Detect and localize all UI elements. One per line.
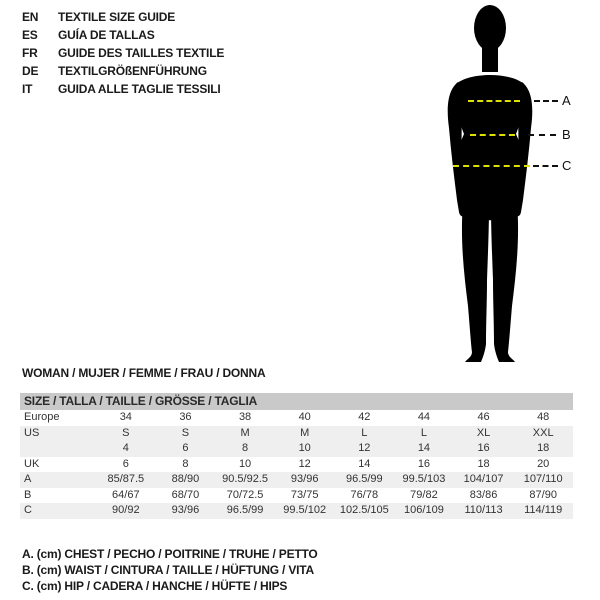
size-cell: 87/90: [529, 488, 557, 501]
language-row: [22, 80, 224, 98]
size-cell: L: [361, 426, 368, 439]
measure-line-callout: [533, 165, 558, 167]
size-cell: 79/82: [410, 488, 438, 501]
size-cell: S: [181, 426, 190, 439]
table-row: [20, 410, 573, 426]
size-cell: 6: [182, 442, 189, 454]
size-cell: 85/87.5: [107, 473, 145, 485]
size-cell: 73/75: [290, 488, 319, 501]
row-label: Europe: [24, 411, 60, 423]
size-cell: 64/67: [112, 488, 140, 501]
language-row: [22, 44, 224, 62]
row-label: [20, 441, 96, 457]
size-cell: 114/119: [524, 504, 563, 516]
table-row: [20, 503, 573, 519]
size-cell: 110/113: [464, 504, 503, 516]
size-cell: 99.5/102: [283, 504, 327, 516]
size-table-body: [20, 410, 573, 519]
woman-silhouette: [420, 2, 560, 366]
size-cell: 16: [477, 442, 490, 454]
size-cell: 76/78: [350, 488, 379, 501]
language-row: [22, 8, 224, 26]
size-cell: 88/90: [171, 473, 200, 485]
language-title: GUÍA DE TALLAS: [58, 28, 155, 42]
table-row: [20, 472, 573, 488]
legend-row: A. (cm) CHEST / PECHO / POITRINE / TRUHE / PETTO: [22, 547, 318, 561]
size-cell: 46: [477, 411, 490, 423]
size-cell: 107/110: [523, 473, 563, 485]
language-code: IT: [22, 82, 33, 96]
language-row: [22, 26, 224, 44]
size-cell: 20: [537, 457, 550, 470]
silhouette-torso: [455, 75, 524, 220]
row-label: B: [24, 488, 32, 501]
size-cell: M: [240, 426, 250, 439]
language-title: TEXTILGRÖßENFÜHRUNG: [58, 64, 207, 78]
size-cell: 83/86: [469, 488, 498, 501]
measure-label: B: [562, 127, 571, 142]
size-cell: XL: [476, 426, 491, 439]
size-cell: 93/96: [290, 473, 319, 485]
language-title: GUIDA ALLE TAGLIE TESSILI: [58, 82, 221, 96]
size-cell: 8: [242, 442, 249, 454]
legend-row: C. (cm) HIP / CADERA / HANCHE / HÜFTE / HIPS: [22, 579, 288, 593]
table-row: [20, 457, 573, 473]
language-code: DE: [22, 64, 39, 78]
language-code: ES: [22, 28, 38, 42]
measure-label: A: [562, 93, 571, 108]
legend-row: B. (cm) WAIST / CINTURA / TAILLE / HÜFTUNG / VITA: [22, 563, 314, 577]
size-cell: 96.5/99: [226, 504, 264, 516]
silhouette-right-leg: [491, 202, 518, 362]
table-row: [20, 426, 573, 442]
size-cell: 106/109: [404, 504, 444, 516]
gender-heading: WOMAN / MUJER / FEMME / FRAU / DONNA: [22, 366, 266, 380]
size-table: [20, 393, 573, 519]
size-cell: XXL: [532, 426, 554, 439]
measure-line-callout: [534, 100, 558, 102]
size-cell: 4: [122, 442, 129, 454]
size-cell: 99.5/103: [402, 473, 446, 485]
measure-line-body: [468, 100, 520, 102]
size-cell: 18: [477, 457, 490, 470]
row-label: UK: [24, 457, 40, 470]
size-cell: 38: [238, 411, 252, 423]
language-title-list: [22, 8, 224, 98]
size-cell: 14: [417, 442, 431, 454]
measure-line-callout: [528, 134, 556, 136]
measurement-legend: [22, 546, 318, 594]
size-cell: 34: [119, 411, 132, 423]
size-cell: 40: [298, 411, 311, 423]
language-row: [22, 62, 224, 80]
table-row: [20, 488, 573, 504]
size-cell: 90/92: [112, 504, 140, 516]
size-cell: 70/72.5: [226, 488, 264, 501]
size-cell: 104/107: [463, 473, 504, 485]
language-title: GUIDE DES TAILLES TEXTILE: [58, 46, 225, 60]
figure-measurement-diagram: [420, 2, 600, 368]
size-cell: 18: [537, 442, 550, 454]
size-cell: 12: [358, 442, 371, 454]
size-cell: 48: [537, 411, 550, 423]
size-cell: L: [420, 426, 427, 439]
size-cell: S: [122, 426, 130, 439]
language-code: EN: [22, 10, 39, 24]
size-cell: M: [300, 426, 310, 439]
size-table-header: SIZE / TALLA / TAILLE / GRÖSSE / TAGLIA: [20, 393, 573, 410]
size-cell: 102.5/105: [339, 504, 389, 516]
row-label: C: [24, 504, 32, 516]
size-cell: 93/96: [171, 504, 200, 516]
size-cell: 10: [298, 442, 311, 454]
row-label: US: [24, 426, 40, 439]
size-cell: 8: [182, 457, 189, 470]
size-cell: 44: [417, 411, 431, 423]
size-cell: 90.5/92.5: [222, 473, 268, 485]
size-cell: 14: [358, 457, 371, 470]
measure-label: C: [562, 158, 572, 173]
silhouette-neck: [482, 42, 498, 72]
size-cell: 10: [238, 457, 252, 470]
measure-line-body: [453, 165, 530, 167]
size-cell: 36: [179, 411, 192, 423]
size-cell: 42: [358, 411, 371, 423]
size-cell: 96.5/99: [345, 473, 383, 485]
measure-line-body: [470, 134, 515, 136]
size-cell: 16: [417, 457, 431, 470]
size-cell: 12: [298, 457, 311, 470]
silhouette-left-leg: [462, 202, 489, 362]
language-title: TEXTILE SIZE GUIDE: [58, 10, 176, 24]
size-cell: 68/70: [171, 488, 200, 501]
table-row: [20, 441, 573, 457]
size-cell: 6: [122, 457, 129, 470]
language-code: FR: [22, 46, 38, 60]
row-label: A: [24, 473, 32, 485]
